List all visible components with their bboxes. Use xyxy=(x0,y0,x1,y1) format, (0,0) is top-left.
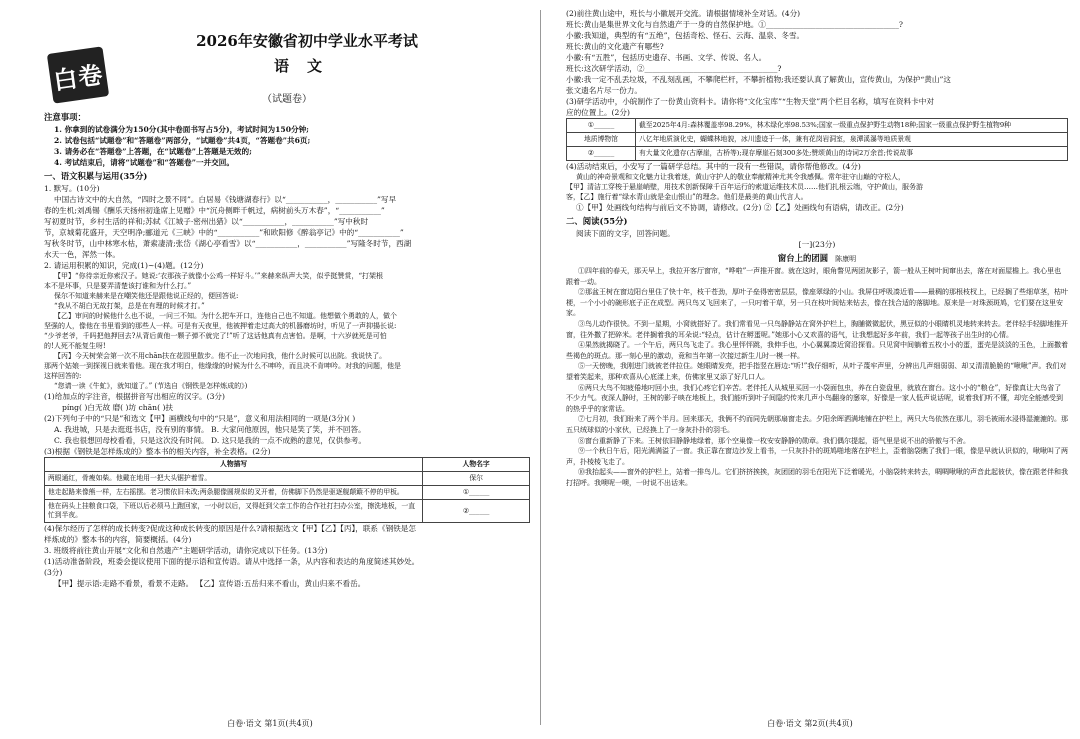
q3-3: (3)研学活动中，小皖制作了一份黄山资料卡。请你将“文化宝库”“生物天堂”两个栏目名称，填写在资料卡中对 xyxy=(566,97,934,106)
q2-passage: 坚强的人，像他在书里看到的那些人一样。可是有天夜里，他被押着走过高大的机器磨坊时，听见了一声抑揚长说: xyxy=(44,322,397,330)
story-paragraph: ⑤一天傍晚，我刚进门就被老伴拉住。她眼睛发亮，把手指竖在唇边:“听!”我仔细听，从叶子蔑牢声里，分辨出几声细弱弱、却又清清脆脆的“啾啾”声。我们对望着笑起来，那种欢喜从心底漾上来，仿佛家里又添了好几口人。 xyxy=(566,362,1067,381)
table-header: 人物名字 xyxy=(423,458,530,472)
q2-passage: “我从不胡白无故打架，总是在有理的时候才打。” xyxy=(54,302,205,310)
q2-2-options: C. 我也很想回母校看看，只是这次没有时间。 D. 这只是我的一点不成熟的意见，仅供参考。 xyxy=(54,436,366,445)
summary-text: 黄山的神奇景观和文化魅力让我着迷，黄山守护人的敬业奉献精神尤其令我感佩。常年驻守山巅的守松人， xyxy=(576,173,905,181)
table-row xyxy=(567,119,1068,133)
q3-4: (4)活动结束后，小安写了一篇研学总结。其中的一段有一些错误，请你帮他修改。(4分) xyxy=(566,162,861,171)
dialog-line: 班长:黄山的文化遗产有哪些? xyxy=(566,42,664,51)
story-title xyxy=(566,252,1068,264)
notice-heading: 注意事项： xyxy=(44,112,86,122)
table-cell: 八亿年地质演化史，蝴蝶林地貌，冰川遗迹于一体，兼有花岗岩洞室，泉潭溪瀑等地质景观 xyxy=(636,133,1068,147)
story-paragraph: ⑨一个秋日午后，阳光满满溢了一窗。我正靠在窗边沙发上看书，一只灰扑扑的斑鸠啪地落在护栏上，歪着脑袋瞧了我们一眼，像是早就认识似的，啾啾叫了两声，扑棱棱飞走了。 xyxy=(566,447,1068,466)
table-row xyxy=(45,472,530,486)
story-title-text: 窗台上的团圆 xyxy=(777,253,829,263)
q1-text: 春的生机;刘禹锡《酬乐天扬州初逢席上见赠》中“沉舟侧畔千帆过，病树前头万木春”，“___________” xyxy=(44,206,385,215)
q3-1: (3分) xyxy=(44,568,63,577)
story-paragraph: ⑧窗台重新静了下来。王树依旧静静地绿着，那个空巢像一枚安安静静的勋章。我们偶尔提起，语气里是说不出的骄傲与不舍。 xyxy=(578,436,970,445)
table-cell: 保尔 xyxy=(423,472,530,486)
q2-passage: “少爷老爷，千吗把他押回去?从背后黄他一颗子弹不就完了!”听了这话他真有点害怕。是啊，十六岁就死是可怕 xyxy=(44,332,387,340)
q2-3: (3)根据《钢铁是怎样炼成的》整本书的相关内容，补全表格。(2分) xyxy=(44,447,271,456)
table-cell: 两眼通红，骨瘦如柴。他戴在地用一把大头锯护着雪。 xyxy=(45,472,423,486)
dialog-line: 小徽:我一定不乱丢垃圾，不乱刻乱画，不攀爬栏杆，不攀折植物;我还要认真了解黄山，宣传黄山，为保护“黄山”这 xyxy=(566,75,951,84)
table-row xyxy=(45,486,530,500)
story-paragraph: ⑩我抬起头——窗外的护栏上，站着一排鸟儿。它们挤挤挨挨，灰团团的羽毛在阳光下泛着暖光，小脑袋转来转去，啁啁啾啾的声音此起彼伏，像在跟老伴和我打招呼。我噢呢一噢，一时说不出话来。 xyxy=(566,468,1068,487)
section2-intro: 阅读下面的文字，回答问题。 xyxy=(576,229,675,238)
question-1: 1. 默写。(10分) xyxy=(44,184,100,193)
summary-text: 【甲】清洁工穿梭于悬崖峭壁，用技术创新保障千百年运行的索道运维技术员……他们扎根云端，守护黄山，服务游 xyxy=(566,183,923,191)
table-row xyxy=(567,133,1068,147)
story-paragraph: ④果然就揭晓了。一个午后，两只鸟飞走了。我心里怦怦跳，我伸手也，小心翼翼凑近窝沿探看。只见窝中间躺着五枚小小的蛋，蛋壳是淡淡的玉色，上面撒着些褐色的斑点。那一刻心里的激动，竟和当年第一次接过新生儿时一模一样。 xyxy=(566,341,1068,360)
paper-type: （试题卷） xyxy=(262,94,312,105)
character-table xyxy=(44,457,530,523)
answer-blank[interactable]: ②______ xyxy=(423,500,530,523)
answer-blank[interactable]: ②______ xyxy=(567,147,636,161)
q2-2: (2)下列句子中的“只是”和选文【甲】画横线句中的“只是”，意义和用法相同的一项是(3分)( ) xyxy=(44,414,356,423)
section1-heading: 一、语文积累与运用(35分) xyxy=(44,171,148,181)
answer-blank[interactable]: ①______ xyxy=(567,119,636,133)
notice-item: 1. 你拿到的试卷满分为150分(其中卷面书写占5分)，考试时间为150分钟; xyxy=(54,125,309,134)
table-row xyxy=(567,147,1068,161)
q2-passage: 这样回答的: xyxy=(44,372,82,380)
dialog-line: 小徽:有“五胜”，包括历史遗存、书画、文学、传说、名人。 xyxy=(566,53,767,62)
dialog-line: 小徽:我知道，典型的有“五绝”，包括奇松、怪石、云海、温泉、冬雪。 xyxy=(566,31,805,40)
q2-passage: 本不是坏事，只是要弄清楚该打谁和为什么打。” xyxy=(44,282,192,290)
q3-4-tasks: ①【甲】处画线句结构与前后文不协调，请修改。(2分) ②【乙】处画线句有语病，请改正。(2分) xyxy=(576,203,904,212)
question-3: 3. 班级将前往黄山开展“文化和自然遗产”主题研学活动，请你完成以下任务。(13分) xyxy=(44,546,328,555)
table-cell: 截至2025年4月:森林覆盖率98.29%，林木绿化率98.53%;国家一级重点保护野生动物18种;国家一级重点保护野生植物9种 xyxy=(636,119,1068,133)
huangshan-info-card xyxy=(566,118,1068,161)
notice-item: 3. 请务必在“答题卷”上答题，在“试题卷”上答题是无效的; xyxy=(54,147,252,156)
notice-item: 4. 考试结束后，请将“试题卷”和“答题卷”一并交回。 xyxy=(54,158,234,167)
q1-text: 写初夏时节，乡村生活的祥和;苏轼《江城子·密州出猎》以“___________，___________”写中秋时 xyxy=(44,217,369,226)
q1-text: 水天一色，浑然一体。 xyxy=(44,250,120,259)
q2-1-words: píng( )白无故 磨( )坊 chān( )扶 xyxy=(62,403,174,412)
answer-blank[interactable]: ①______ xyxy=(423,486,530,500)
q1-text: 中国古诗文中的大自然，“四时之景不同”。白居易《钱塘湖春行》以“___________，___________”写早 xyxy=(54,195,397,204)
q3-1: (1)活动准备阶段，班委会提议使用下面的提示语和宣传语。请从中选择一条，从内容和表达的角度简述其妙处。 xyxy=(44,557,420,566)
story-paragraph: ⑥两只大鸟不知疲倦地叼回小虫，我们心疼它们辛苦。老伴托人从城里买回一小袋面包虫，养在白瓷盘里，就放在窗台。这小小的“粮仓”，好像真让大鸟省了不少力气。夜深人静时，王树的影子映在地板上，我们能听到叶子间隐约传来几声小鸟翻身的窸窣，好像是一家人低声说话呢，说着我们听不懂，却完全能感受到的热乎乎的家常话。 xyxy=(566,383,1063,413)
table-cell: 有大量文化遗存(古摩崖，古桥等);现存摩崖石刻300多处;赞颂黄山的诗词2万余首;传说故事 xyxy=(636,147,1068,161)
q2-4: 样炼成的》整本书的内容，简要概括。(4分) xyxy=(44,535,192,544)
summary-text: 客，【乙】施行着“绿水青山就是金山银山”的理念。他们是最美的黄山代言人。 xyxy=(566,193,808,201)
q2-passage: 【乙】审问的时候他什么也不说，一问三不知。为什么把车开口，连他自己也不知道。他想做个勇敢的人，做个 xyxy=(54,312,397,320)
q2-passage: “您请一读《牛虻》，就知道了。” (节选自《钢铁是怎样炼成的》) xyxy=(54,382,248,390)
table-cell: 地质博物馆 xyxy=(567,133,636,147)
story-author: 陈康明 xyxy=(835,255,857,263)
q2-passage: 【甲】“你待亲近你索汉子。她说:‘衣那孩子就像小公鸡一样好斗。’”来赫来纵声大笑，似乎挺赞赏，“打架根 xyxy=(54,272,384,280)
story-paragraph: ③鸟儿动作很快。不到一星期，小窝就搭好了。我们常看见一只鸟静静站在窝外护栏上，胸脯微微起伏，黑豆似的小眼睛机灵地转来转去。老伴轻手轻脚地推开窗，往外撒了把碎米。老伴搁着我的耳朵说:“轻点，估计在孵蛋呢。”她那小心又欢喜的语气，让我想起好多年前，我们一起等孩子出生时的心情。 xyxy=(566,319,1068,339)
dialog-line: 张文遗名片尽一份力。 xyxy=(566,86,642,95)
table-cell: 他在码头上挂粮食口袋，下班以后必须马上跑回家，一小时以后，又得赶到父亲工作的合作社打扫办公室，擦洗地板，一直忙到半夜。 xyxy=(45,500,423,523)
q2-passage: 【丙】今天树荣会第一次不用chān扶在花园里散步。他不止一次地问我，他什么时候可以出院。我说快了。 xyxy=(54,352,387,360)
q2-2-options: A. 我进城，只是去逛逛书店，没有别的事情。 B. 大家问他原因，他只是笑了笑，并不回答。 xyxy=(54,425,366,434)
page-footer-right: 白卷·语文 第2页(共4页) xyxy=(767,719,853,728)
dialog-line: 班长:黄山是集世界文化与自然遗产于一身的自然保护地。①___________________________________? xyxy=(566,20,903,29)
dialog-line: 班长:这次研学活动，②___________________________________? xyxy=(566,64,782,73)
page-right xyxy=(540,0,1080,739)
section2-heading: 二、阅读(55分) xyxy=(566,216,628,226)
part-label: [一](23分) xyxy=(798,240,836,249)
q3-3: 应的位置上。(2分) xyxy=(566,108,630,117)
q2-passage: 的!人死不能复生呀! xyxy=(44,342,106,350)
q2-passage: 那两个姑娘一到探视日就来看他。现在我才明白，他缘缘的时候为什么不呻吟，而且决不肯呻吟。对我的问题，他是 xyxy=(44,362,401,370)
paper-badge: 白卷 xyxy=(47,46,109,103)
table-header: 人物描写 xyxy=(45,458,423,472)
q2-4: (4)保尔经历了怎样的成长转变?促成这种成长转变的原因是什么?请根据选文【甲】【乙】【丙】，联系《钢铁是怎 xyxy=(44,524,416,533)
q3-2: (2)前往黄山途中，班长与小徽展开交流。请根据情境补全对话。(4分) xyxy=(566,9,801,18)
story-paragraph: ②那盆王树在窗边阳台里住了快十年，枝干苍劲，厚叶子垒得密密层层，像座翠绿的小山。我屏住呼吸凑近看——最稠的那根枝杈上，已经搁了些细草茎，枯叶梗，一个小小的碗形底子正在成型。两只鸟又飞回来了，一只叼着干草，另一只在枝叶间钻来钻去，像在找合适的落脚地。原来是一对珠颈斑鸠，它们要在这里安家。 xyxy=(566,288,1068,318)
q2-1: (1)给加点的字注音，根据拼音写出相应的汉字。(3分) xyxy=(44,392,225,401)
table-cell: 他走起路来像熊一样，左右摇摆。老习惯依旧未改;两条腿像圆规似的叉开着，仿佛脚下仍然是驱逐舰颠簸不停的甲板。 xyxy=(45,486,423,500)
exam-title: 2026年安徽省初中学业水平考试 xyxy=(196,32,418,50)
story-paragraph: ①四年前的春天，那天早上，我拉开客厅窗帘，“哗啦”一声推开窗。就在这时，眼角瞥见两团灰影子，箭一般从王树叶间窜出去，落在对面屋檐上。我心里也跟着一动。 xyxy=(566,267,1062,286)
page-footer-left: 白卷·语文 第1页(共4页) xyxy=(227,719,313,728)
q2-passage: 保尔不知道来赫来是在嘲笑他还是跟他说正经的，便回答说: xyxy=(54,292,239,300)
table-row xyxy=(45,500,530,523)
notice-item: 2. 试卷包括“试题卷”和“答题卷”两部分，“试题卷”共4页，“答题卷”共6页; xyxy=(54,136,311,145)
q3-1-options: 【甲】提示语:走路不看景，看景不走路。 【乙】宣传语:五岳归来不看山，黄山归来不看岳。 xyxy=(54,579,366,588)
q1-text: 节，京城菊花盛开，天空明净;郦道元《三峡》中的“___________”和欧阳修《醉翁亭记》中的“___________” xyxy=(44,228,404,237)
subject-title: 语文 xyxy=(273,57,340,75)
story-paragraph: ⑦七月初，我们盼来了两个半月。回来那天，我俩不约而同先朝那扇窗走去。夕阳余晖洒满地铺在护栏上，两只大鸟依然在那儿，羽毛被雨水浸得湿漉漉的。那五只绒球似的小家伙，已经换上了一身灰扑扑的羽毛。 xyxy=(566,415,1068,434)
question-2: 2. 请运用积累的知识，完成(1)~(4)题。(12分) xyxy=(44,261,204,270)
q1-text: 写秋冬时节，山中林寒水枯，萧索凄清;张岱《湖心亭看雪》以“___________，___________”写隆冬时节，西湖 xyxy=(44,239,412,248)
